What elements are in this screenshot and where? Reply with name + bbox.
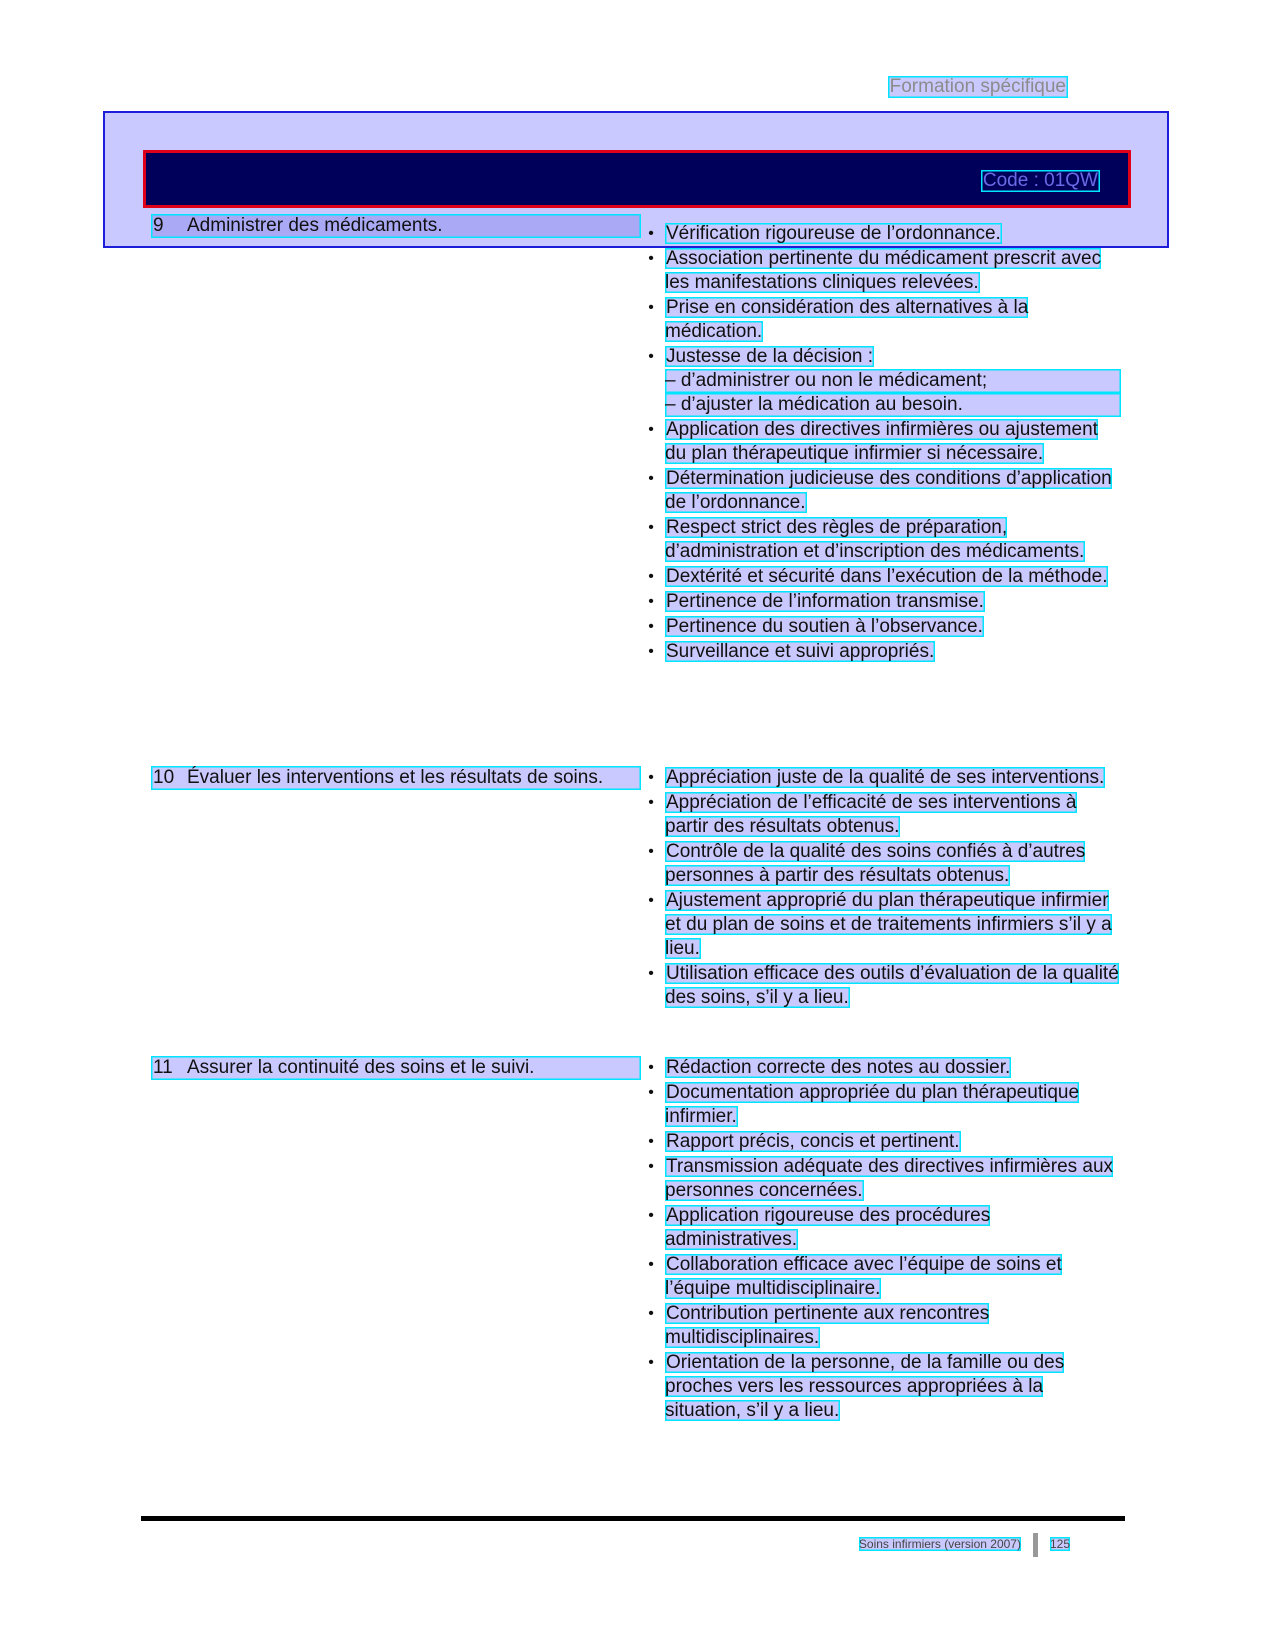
bullet-icon: • [648, 1354, 654, 1371]
criterion-item [641, 345, 1121, 417]
bullet-icon: • [648, 794, 654, 811]
bullet-icon: • [648, 643, 654, 660]
criterion-item [641, 962, 1121, 1010]
criterion-text: Dextérité et sécurité dans l’exécution de la méthode. [666, 566, 1108, 587]
criterion-item [641, 296, 1121, 344]
criterion-item [641, 247, 1121, 295]
criterion-item [641, 516, 1121, 564]
code-bar [143, 150, 1131, 208]
criterion-text: Détermination judicieuse des conditions d’application de l’ordonnance. [665, 468, 1112, 513]
bullet-icon: • [648, 470, 654, 487]
bullet-icon: • [648, 1084, 654, 1101]
criterion-text: Contribution pertinente aux rencontres multidisciplinaires. [665, 1303, 990, 1348]
competency-statement: Assurer la continuité des soins et le suivi. [187, 1057, 535, 1078]
criterion-text: Documentation appropriée du plan thérapeutique infirmier. [665, 1082, 1080, 1127]
criterion-text: Pertinence du soutien à l’observance. [666, 616, 983, 637]
competency-10-criteria [641, 766, 1121, 1011]
competency-statement: Administrer des médicaments. [187, 215, 443, 236]
bullet-icon: • [648, 1256, 654, 1273]
bullet-icon: • [648, 225, 654, 242]
criterion-text: Association pertinente du médicament prescrit avec les manifestations cliniques relevées. [665, 248, 1102, 293]
criterion-text: Prise en considération des alternatives à la médication. [665, 297, 1029, 342]
bullet-icon: • [648, 965, 654, 982]
criterion-item [641, 1204, 1121, 1252]
bullet-icon: • [648, 1059, 654, 1076]
criterion-text: Ajustement approprié du plan thérapeutique infirmier et du plan de soins et de traitements infirmiers s’il y a lieu. [665, 890, 1112, 959]
section-header: Formation spécifique [889, 76, 1066, 97]
criterion-text: Vérification rigoureuse de l’ordonnance. [666, 223, 1001, 244]
footer-program: Soins infirmiers (version 2007) [858, 1537, 1021, 1552]
competency-11-title [151, 1056, 641, 1080]
criterion-item [641, 1253, 1121, 1301]
bullet-icon: • [648, 1158, 654, 1175]
criterion-text: Contrôle de la qualité des soins confiés à d’autres personnes à partir des résultats obtenus. [665, 841, 1086, 886]
competency-number: 10 [153, 767, 175, 788]
competency-9-title [151, 214, 641, 238]
criterion-item [641, 840, 1121, 888]
bullet-icon: • [648, 421, 654, 438]
competency-number: 9 [153, 215, 164, 236]
competency-11-criteria [641, 1056, 1121, 1424]
criterion-item [641, 615, 1121, 639]
criterion-text: Justesse de la décision : [666, 346, 874, 367]
bullet-icon: • [648, 892, 654, 909]
criterion-item [641, 1351, 1121, 1423]
criterion-item [641, 1081, 1121, 1129]
criterion-item [641, 418, 1121, 466]
code-label: Code : 01QW [982, 170, 1098, 191]
bullet-icon: • [648, 1133, 654, 1150]
criterion-text: Appréciation juste de la qualité de ses interventions. [666, 767, 1105, 788]
criterion-text: Application des directives infirmières ou ajustement du plan thérapeutique infirmier si nécessaire. [665, 419, 1098, 464]
competency-10-title [151, 766, 641, 790]
bullet-icon: • [648, 593, 654, 610]
criterion-item [641, 791, 1121, 839]
criterion-item [641, 565, 1121, 589]
criterion-text: Pertinence de l’information transmise. [666, 591, 984, 612]
footer-separator [1033, 1533, 1038, 1557]
criterion-text: Orientation de la personne, de la famille ou des proches vers les ressources appropriées à la situation, s’il y a lieu. [665, 1352, 1065, 1421]
criterion-subitem: – d’ajuster la médication au besoin. [665, 393, 1121, 417]
competency-statement: Évaluer les interventions et les résultats de soins. [187, 767, 604, 788]
criterion-item [641, 889, 1121, 961]
bullet-icon: • [648, 250, 654, 267]
bullet-icon: • [648, 618, 654, 635]
criterion-text: Transmission adéquate des directives infirmières aux personnes concernées. [665, 1156, 1114, 1201]
page-footer [859, 1533, 1070, 1557]
criterion-text: Surveillance et suivi appropriés. [666, 641, 935, 662]
criterion-text: Utilisation efficace des outils d’évaluation de la qualité des soins, s’il y a lieu. [665, 963, 1119, 1008]
bullet-icon: • [648, 1207, 654, 1224]
criterion-text: Application rigoureuse des procédures administratives. [665, 1205, 991, 1250]
bullet-icon: • [648, 519, 654, 536]
criterion-item [641, 1056, 1121, 1080]
criterion-item [641, 640, 1121, 664]
competency-number: 11 [153, 1057, 173, 1078]
page-number: 125 [1049, 1537, 1070, 1552]
bullet-icon: • [648, 299, 654, 316]
criterion-item [641, 766, 1121, 790]
bullet-icon: • [648, 348, 654, 365]
criterion-item [641, 1130, 1121, 1154]
criterion-item [641, 590, 1121, 614]
footer-rule [141, 1516, 1125, 1521]
bullet-icon: • [648, 843, 654, 860]
criterion-item [641, 222, 1121, 246]
competency-9-criteria [641, 222, 1121, 665]
criterion-text: Rédaction correcte des notes au dossier. [666, 1057, 1011, 1078]
bullet-icon: • [648, 568, 654, 585]
bullet-icon: • [648, 769, 654, 786]
criterion-item [641, 467, 1121, 515]
criterion-text: Respect strict des règles de préparation, d’administration et d’inscription des médicaments. [665, 517, 1085, 562]
criterion-item [641, 1155, 1121, 1203]
criterion-text: Appréciation de l’efficacité de ses interventions à partir des résultats obtenus. [665, 792, 1077, 837]
criterion-subitem: – d’administrer ou non le médicament; [665, 369, 1121, 393]
criterion-text: Rapport précis, concis et pertinent. [666, 1131, 960, 1152]
bullet-icon: • [648, 1305, 654, 1322]
criterion-item [641, 1302, 1121, 1350]
criterion-text: Collaboration efficace avec l’équipe de soins et l’équipe multidisciplinaire. [665, 1254, 1062, 1299]
